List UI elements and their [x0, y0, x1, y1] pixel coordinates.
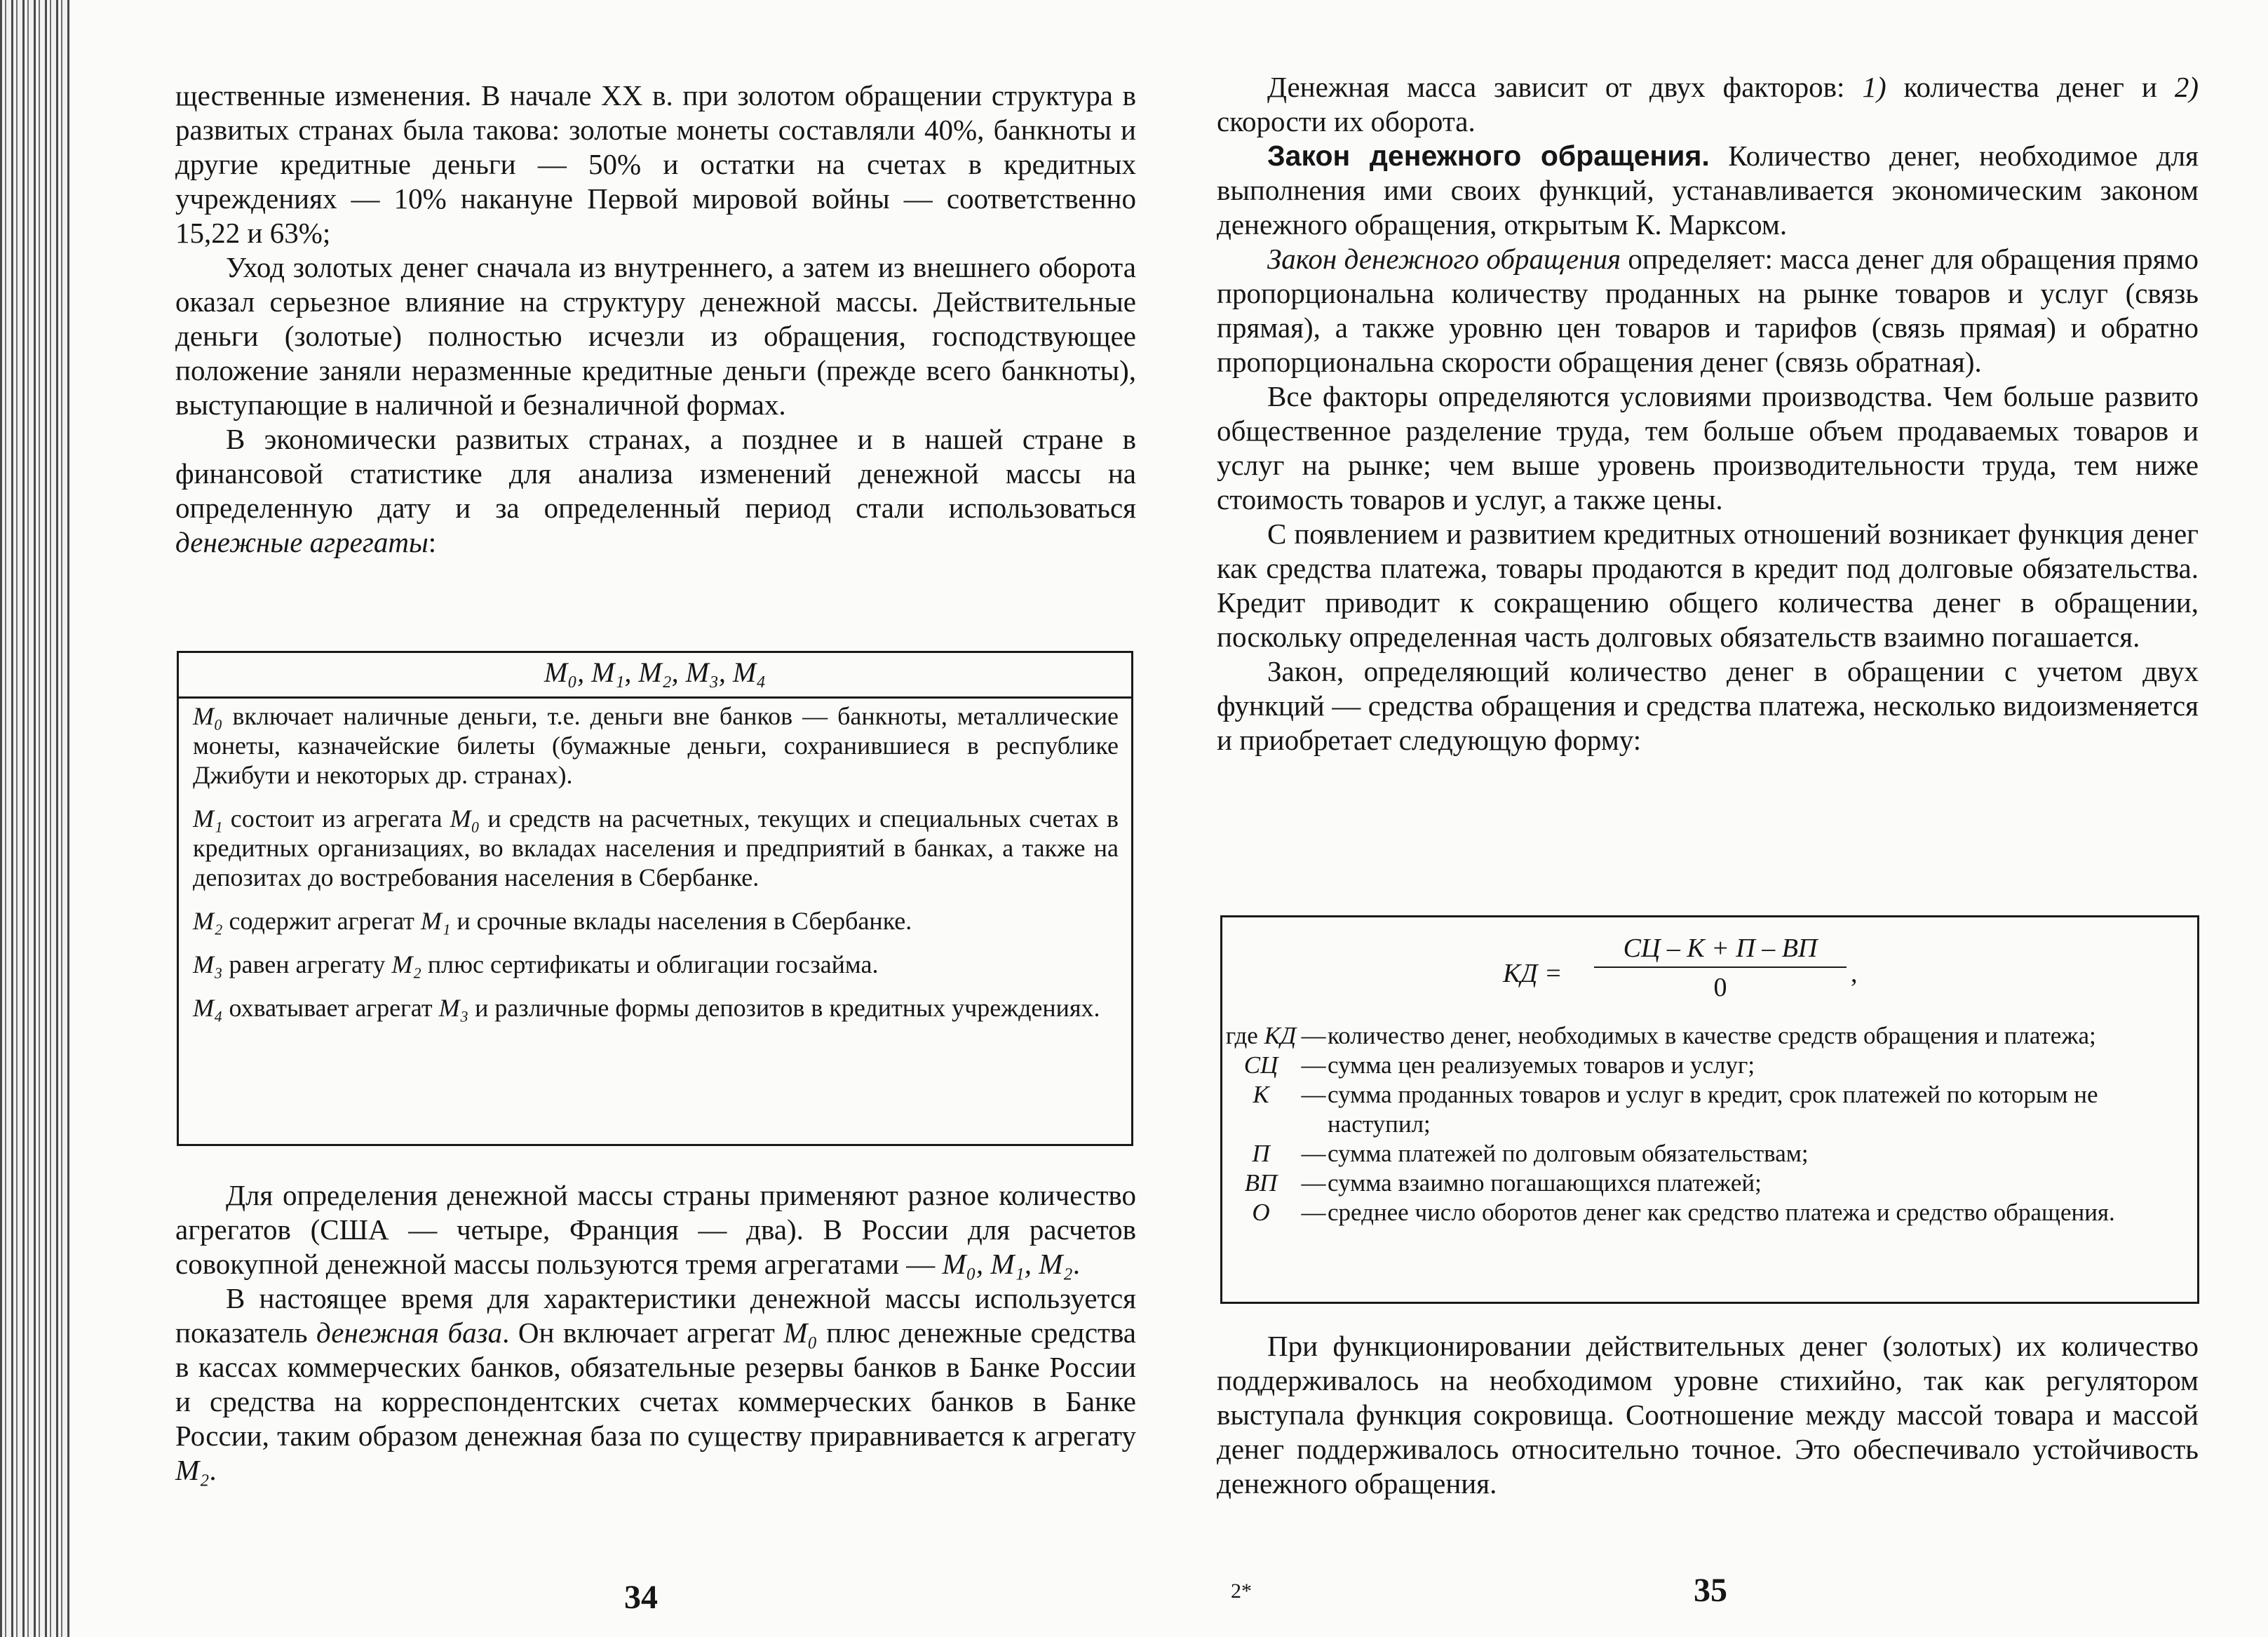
paragraph: [1217, 70, 2199, 139]
legend-symbol: О: [1252, 1199, 1270, 1226]
enum-marker: 2): [2174, 71, 2199, 103]
right-page: [1217, 0, 2199, 1637]
left-text-top: [175, 79, 1136, 560]
paragraph: [1217, 139, 2199, 242]
paragraph-text: В экономически развитых странах, а позднее и в нашей стране в финансовой статистике для анализа изменений денежной массы на определенную дату и за определенный период стали использоваться: [175, 423, 1136, 524]
symbol: M₀, M₁, M₂: [942, 1248, 1073, 1280]
paragraph: При функционировании действительных денег (золотых) их количество поддерживалось на необходимом уровне стихийно, так как регулятором выступала функция сокровища. Соотношение между массой товара и массой денег поддерживалось относительно точное. Это обеспечивало устойчивость денежного обращения.: [1217, 1330, 2199, 1500]
legend-desc: сумма платежей по долговым обязательствам;: [1328, 1140, 1809, 1167]
page-number-right: 35: [1694, 1572, 1727, 1609]
legend-row: [1222, 1080, 2197, 1139]
text: количества денег и: [1886, 71, 2175, 103]
symbol: M₂: [175, 1454, 210, 1486]
legend-row: [1222, 1051, 2197, 1080]
aggregate-m0: [193, 701, 1119, 790]
aggregate-m1: [193, 804, 1119, 892]
where-label: где: [1225, 1022, 1258, 1049]
legend-desc: среднее число оборотов денег как средство платежа и средство обращения.: [1328, 1199, 2115, 1226]
symbol: M₀: [450, 804, 480, 833]
legend-desc: сумма цен реализуемых товаров и услуг;: [1328, 1051, 1755, 1079]
paragraph: [175, 1281, 1136, 1488]
text: Количество денег, необходимое для выполнения ими своих функций, устанавливается экономическим законом денежного обращения, открытым К. Марксом.: [1217, 140, 2199, 241]
text: содержит агрегат: [222, 907, 421, 935]
text: и средств на расчетных, текущих и специальных счетах в кредитных организациях, во вкладах населения и предприятий в банках, а также на депозитах до востребования населения в Сбербанке.: [193, 804, 1119, 891]
page-number-left: 34: [624, 1579, 658, 1616]
legend-desc: сумма проданных товаров и услуг в кредит, срок платежей по которым не наступил;: [1328, 1081, 2098, 1138]
italic-term: денежная база: [316, 1316, 503, 1349]
paragraph: Все факторы определяются условиями производства. Чем больше развито общественное разделение труда, тем больше объем продаваемых товаров и услуг на рынке; чем выше уровень производительности труда, тем ниже стоимость товаров и услуг, а также цены.: [1217, 380, 2199, 516]
aggregate-m3: [193, 950, 1119, 979]
paragraph: С появлением и развитием кредитных отношений возникает функция денег как средства платежа, товары продаются в кредит под долговые обязательства. Кредит приводит к сокращению общего количества денег в обращении, поскольку определенная часть долговых обязательств взаимно погашается.: [1217, 518, 2199, 653]
text: и срочные вклады населения в Сбербанке.: [450, 907, 912, 935]
dash: —: [1301, 1199, 1326, 1226]
text: и различные формы депозитов в кредитных учреждениях.: [468, 994, 1100, 1022]
text: состоит из агрегата: [222, 804, 450, 833]
aggregates-box: [177, 651, 1133, 1146]
legend-symbol: СЦ: [1243, 1051, 1278, 1079]
paragraph: [175, 422, 1136, 560]
formula-lhs: КД =: [1503, 959, 1562, 988]
formula-denominator: 0: [1713, 973, 1727, 1002]
punctuation: .: [209, 1454, 217, 1486]
left-text-bottom: [175, 1178, 1136, 1488]
dash: —: [1301, 1051, 1326, 1079]
text: определяет: масса денег для обращения прямо пропорциональна количеству проданных на рынке товаров и услуг (связь прямая), а также уровню цен товаров и тарифов (связь прямая) и обратно пропорциональна скорости обращения денег (связь обратная).: [1217, 243, 2199, 378]
symbol: M₀: [193, 702, 223, 730]
left-page: [175, 0, 1136, 1637]
enum-marker: 1): [1862, 71, 1886, 103]
aggregates-box-header: M₀, M₁, M₂, M₃, M₄: [179, 653, 1131, 699]
aggregate-m2: [193, 906, 1119, 936]
text: В настоящее время для характеристики денежной массы используется показатель: [175, 1282, 1136, 1349]
punctuation: :: [428, 526, 437, 558]
dash: —: [1301, 1140, 1326, 1167]
symbol: M₁: [193, 804, 223, 833]
text: Денежная масса зависит от двух факторов:: [1267, 71, 1863, 103]
symbol: M₂: [391, 950, 421, 978]
symbol: M₃: [438, 994, 469, 1022]
text: равен агрегату: [222, 950, 392, 978]
text: . Он включает агрегат: [502, 1316, 784, 1349]
italic-term: Закон денежного обращения: [1267, 243, 1621, 275]
text: Для определения денежной массы страны применяют разное количество агрегатов (США — четыре, Франция — два). В России для расчетов совокупной денежной массы пользуются тремя агрегатами —: [175, 1179, 1136, 1280]
formula-comma: ,: [1851, 959, 1858, 988]
legend-symbol: П: [1252, 1140, 1270, 1167]
section-heading-inline: Закон денежного обращения.: [1267, 140, 1710, 172]
dash: —: [1301, 1169, 1326, 1197]
legend-desc: количество денег, необходимых в качестве средств обращения и платежа;: [1328, 1022, 2096, 1049]
formula-legend: [1222, 1021, 2197, 1227]
punctuation: .: [1072, 1248, 1080, 1280]
paragraph: Закон, определяющий количество денег в обращении с учетом двух функций — средства обращения и средства платежа, несколько видоизменяется и приобретает следующую форму:: [1217, 655, 2199, 756]
paragraph: Уход золотых денег сначала из внутреннего, а затем из внешнего оборота оказал серьезное влияние на структуру денежной массы. Действительные деньги (золотые) полностью исчезли из обращения, господствующее положение заняли неразменные кредитные деньги (прежде всего банкноты), выступающие в наличной и безналичной формах.: [175, 251, 1136, 421]
legend-desc: сумма взаимно погашающихся платежей;: [1328, 1169, 1762, 1197]
legend-row: [1222, 1168, 2197, 1198]
symbol: M₄: [193, 994, 223, 1022]
legend-symbol: К: [1253, 1081, 1269, 1108]
text: плюс денежные средства в кассах коммерческих банков, обязательные резервы банков в Банке России и средства на корреспондентских счетах коммерческих банков в Банке России, таким образом денежная база по существу приравнивается к агрегату: [175, 1316, 1136, 1452]
formula-box: [1220, 915, 2199, 1304]
dash: —: [1301, 1081, 1326, 1108]
paragraph: щественные изменения. В начале XX в. при золотом обращении структура в развитых странах была такова: золотые монеты составляли 40%, банкноты и другие кредитные деньги — 50% и остатки на счетах в кредитных учреждениях — 10% накануне Первой мировой войны — соответственно 15,22 и 63%;: [175, 79, 1136, 249]
paragraph: [1217, 242, 2199, 379]
legend-symbol: КД: [1264, 1022, 1297, 1049]
italic-term: денежные агрегаты: [175, 526, 428, 558]
symbol: M₂: [193, 907, 223, 935]
dash: —: [1301, 1022, 1326, 1049]
paragraph: [175, 1178, 1136, 1281]
formula-numerator: СЦ – К + П – ВП: [1594, 933, 1847, 968]
text: скорости их оборота.: [1217, 105, 1476, 137]
legend-row: [1222, 1021, 2197, 1051]
symbol: M₁: [420, 907, 451, 935]
formula: [1222, 930, 2197, 1014]
symbol: M₀: [783, 1316, 818, 1349]
aggregates-box-body: [179, 699, 1131, 1023]
signature-mark: 2*: [1231, 1579, 1252, 1603]
right-text-top: [1217, 70, 2199, 757]
text: плюс сертификаты и облигации госзайма.: [421, 950, 879, 978]
legend-row: [1222, 1139, 2197, 1168]
text: включает наличные деньги, т.е. деньги вне банков — банкноты, металлические монеты, казначейские билеты (бумажные деньги, сохранившиеся в республике Джибути и некоторых др. странах).: [193, 702, 1119, 789]
text: охватывает агрегат: [222, 994, 439, 1022]
right-text-bottom: [1217, 1329, 2199, 1501]
book-binding-edge: [0, 0, 70, 1637]
aggregate-m4: [193, 993, 1119, 1023]
legend-row: [1222, 1198, 2197, 1227]
symbol: M₃: [193, 950, 223, 978]
legend-symbol: ВП: [1244, 1169, 1278, 1197]
